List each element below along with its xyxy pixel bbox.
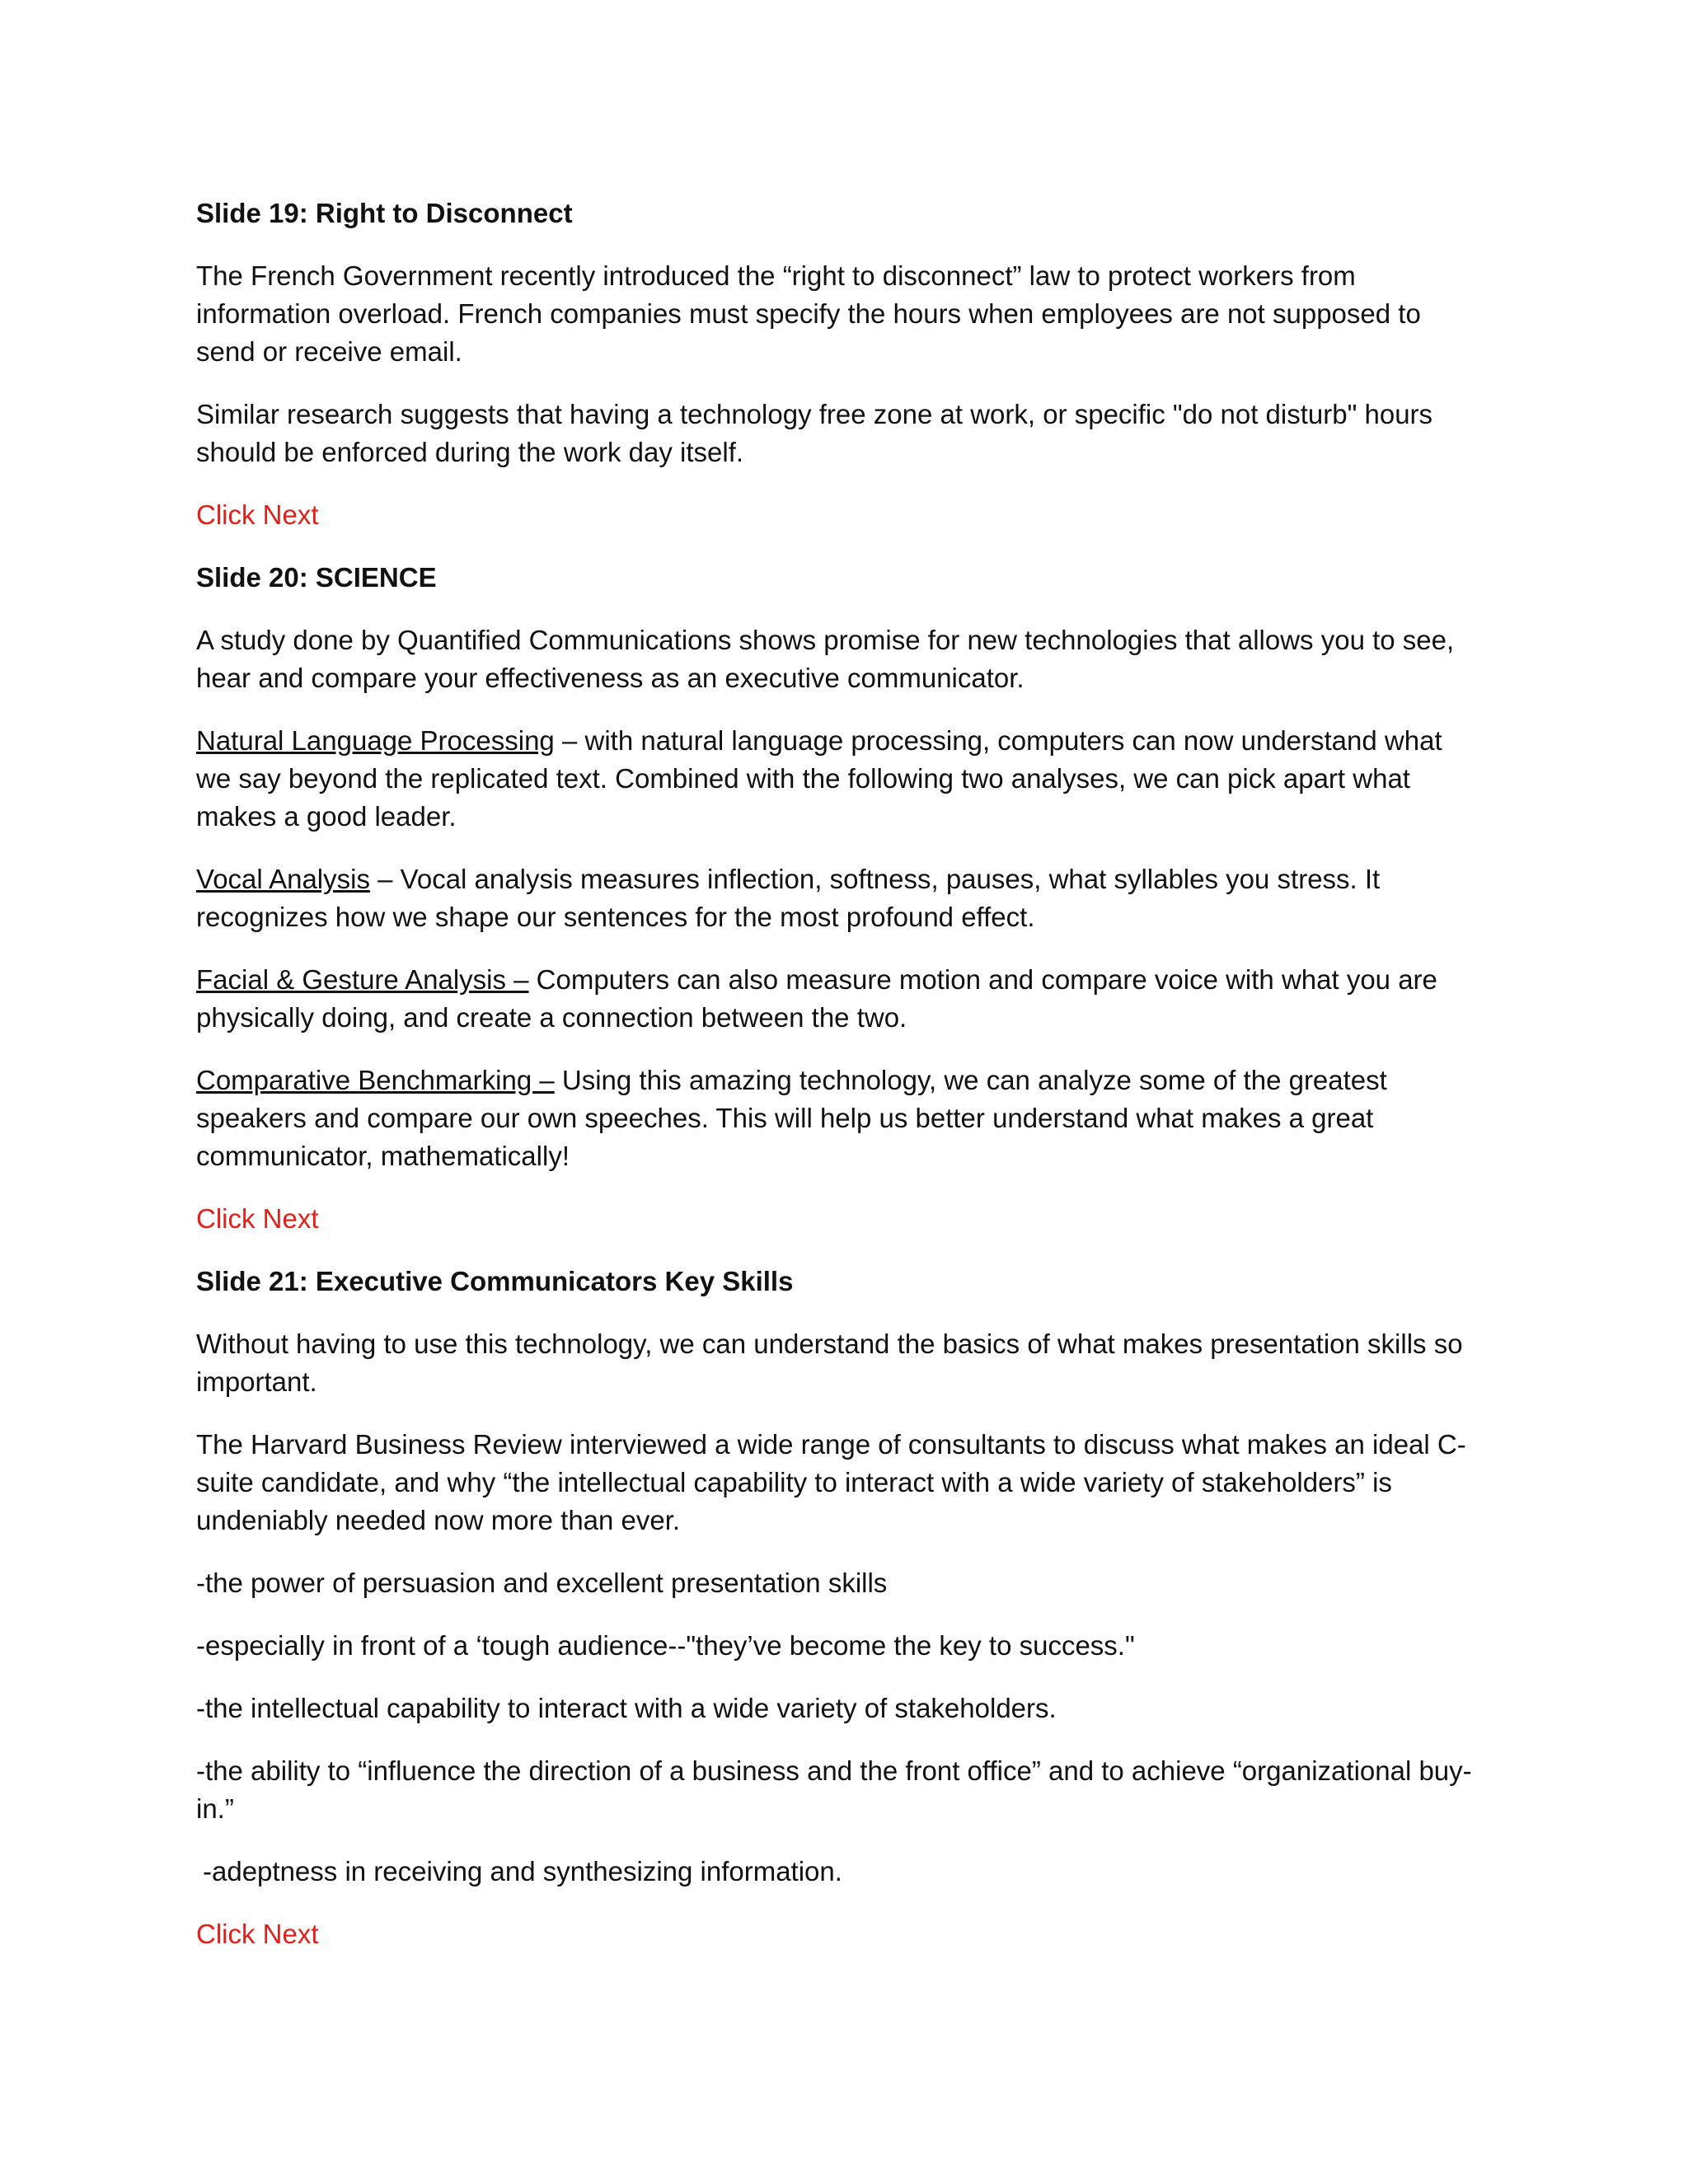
slide-21-bullet: -adeptness in receiving and synthesizing information. — [203, 1856, 842, 1886]
slide-20-paragraph-1: A study done by Quantified Communications shows promise for new technologies that allows you to see, hear and compare your effectiveness as an executive communicator. — [196, 625, 1455, 693]
slide-21-paragraph-1: Without having to use this technology, we can understand the basics of what makes presentation skills so important. — [196, 1329, 1463, 1397]
slide-21-bullet: -the power of persuasion and excellent presentation skills — [196, 1568, 888, 1598]
slide-19-heading: Slide 19: Right to Disconnect — [196, 198, 573, 228]
slide-20-item — [196, 860, 1482, 936]
slide-20-item — [196, 1062, 1482, 1175]
slide-19-section — [196, 194, 1482, 534]
slide-20-item — [196, 722, 1482, 836]
slide-20-item-text: – Vocal analysis measures inflection, softness, pauses, what syllables you stress. It recognizes how we shape our sentences for the most profound effect. — [196, 864, 1381, 932]
slide-20-item-text: Using this amazing technology, we can analyze some of the greatest speakers and compare our own speeches. This will help us better understand what makes a great communicator, mathematically! — [196, 1065, 1387, 1171]
slide-20-item — [196, 961, 1482, 1037]
slide-20-item-term: Facial & Gesture Analysis – — [196, 964, 529, 995]
slide-19-click-next: Click Next — [196, 499, 319, 530]
slide-21-section — [196, 1263, 1482, 1953]
slide-20-item-term: Vocal Analysis — [196, 864, 370, 894]
slide-20-item-text: Computers can also measure motion and compare voice with what you are physically doing, and create a connection between the two. — [196, 964, 1437, 1033]
slide-21-paragraph-2: The Harvard Business Review interviewed a wide range of consultants to discuss what makes an ideal C-suite candidate, and why “the intellectual capability to interact with a wide variety of stakeholders” is undeniably needed now more than ever. — [196, 1429, 1466, 1535]
slide-20-heading: Slide 20: SCIENCE — [196, 562, 437, 593]
slide-20-item-text: – with natural language processing, computers can now understand what we say beyond the replicated text. Combined with the following two analyses, we can pick apart what makes a good leader. — [196, 725, 1442, 832]
slide-21-click-next: Click Next — [196, 1919, 319, 1949]
slide-20-click-next: Click Next — [196, 1203, 319, 1234]
slide-20-section — [196, 559, 1482, 1238]
slide-21-bullet: -the ability to “influence the direction of a business and the front office” and to achieve “organizational buy-in.” — [196, 1755, 1472, 1824]
slide-19-paragraph-2: Similar research suggests that having a technology free zone at work, or specific "do not disturb" hours should be enforced during the work day itself. — [196, 399, 1433, 467]
slide-20-item-term: Comparative Benchmarking – — [196, 1065, 555, 1095]
slide-21-bullet: -especially in front of a ‘tough audience--"they’ve become the key to success." — [196, 1630, 1135, 1661]
slide-21-bullet: -the intellectual capability to interact with a wide variety of stakeholders. — [196, 1693, 1057, 1723]
document-page — [196, 194, 1482, 1978]
slide-21-heading: Slide 21: Executive Communicators Key Skills — [196, 1266, 794, 1296]
slide-19-paragraph-1: The French Government recently introduced the “right to disconnect” law to protect workers from information overload. French companies must specify the hours when employees are not supposed to send or receive email. — [196, 260, 1421, 367]
slide-20-item-term: Natural Language Processing — [196, 725, 555, 756]
